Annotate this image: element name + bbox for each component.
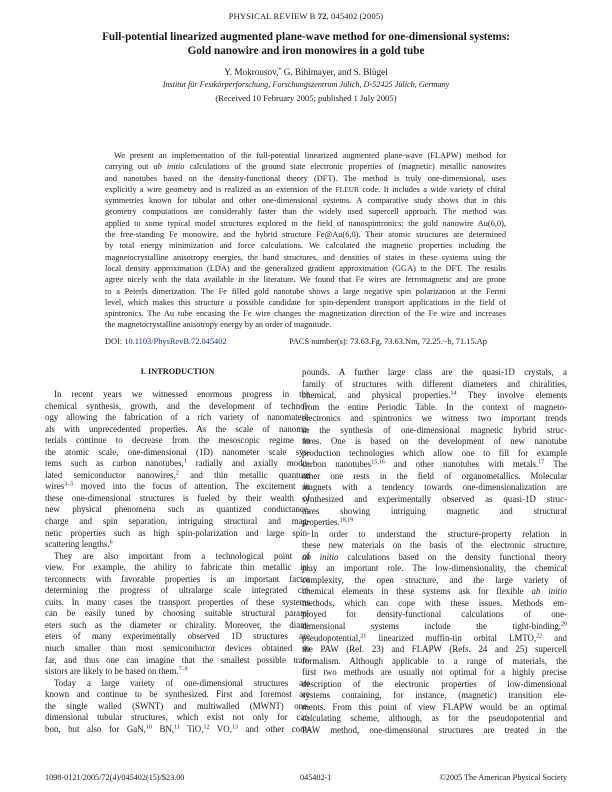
abstract-line: We present an implementation of the full-potential linearized augmented plane-wave (FLAPW) method for [114, 151, 506, 160]
body-line: production technologies which allow one to fill for example [302, 447, 567, 458]
citation: 2 [175, 470, 179, 477]
issn-price: 1098-0121/2005/72(4)/045402(15)/$23.00 [45, 773, 185, 782]
abstract-line: and nanotubes based on the density-functional theory (DFT). The method is truly one-dimensional, uses [105, 173, 506, 183]
body-line: tems such as carbon nanotubes,$^1$ radially and axially modu- [45, 458, 310, 469]
fleur-code-name: FLEUR [335, 184, 359, 194]
author-1: Y. Mokrousov, [224, 67, 279, 77]
body-line: als with unprecedented properties. As the scale of nanoma- [45, 423, 310, 434]
citation: 18,19 [339, 517, 354, 524]
body-line: synthesized and experimentally observed as quasi-1D struc- [302, 494, 567, 505]
body-line: magnets with a tendency towards one-dimensionalization are [302, 482, 567, 493]
body-line: the single walled (SWNT) and multiwalled (MWNT) one- [45, 700, 310, 711]
body-line: play an important role. The low-dimensionality, the chemical [302, 563, 567, 574]
body-line: in the synthesis of one-dimensional magnetic hybrid struc- [302, 424, 567, 435]
body-line: formalism. Although applicable to a range of materials, the [302, 655, 567, 666]
authors [0, 67, 612, 77]
body-line: systems containing, for instance, (magnetic) transition ele- [302, 690, 567, 701]
body-line: carbon nanotubes$^{15,16}$ and other nanotubes with metals.$^{17}$ The [302, 459, 568, 470]
body-line: family of structures with different diameters and chiralities, [302, 378, 567, 389]
body-line: from the entire Periodic Table. In the context of magneto- [302, 401, 567, 412]
body-line: chemical, and physical properties.$^{14}$ They involve elements [302, 390, 567, 401]
body-line: much smaller than most semiconductor devices obtained so [45, 643, 310, 654]
doi [105, 337, 227, 346]
doi-link[interactable]: 10.1103/PhysRevB.72.045402 [124, 337, 227, 346]
body-line: cuits. In many cases the transport properties of these systems [45, 596, 310, 607]
citation: 13 [231, 724, 238, 731]
body-line: the atomic scale, one-dimensional (1D) nanometer scale sys- [45, 446, 310, 457]
body-line: the PAW (Ref. 23) and FLAPW (Refs. 24 and 25) supercell [302, 644, 567, 655]
body-line: pounds. A further large class are the quasi-1D crystals, a [302, 367, 567, 377]
body-line: dimensional tubular structures, which exist not only for car- [45, 712, 310, 723]
doi-label: DOI: [105, 337, 123, 346]
citation: 17 [538, 460, 545, 467]
body-line: determining the progress of ultralarge scale integrated cir- [45, 585, 310, 596]
body-line: PAW method, one-dimensional structures are treated in the [302, 724, 567, 735]
body-line: methods, which can cope with these issues. Methods em- [302, 597, 567, 608]
abstract-line: level, which makes this structure a possible candidate for spin-dependent transport applications in the field of [105, 297, 506, 307]
body-line: ab initio calculations based on the density functional theory [302, 551, 567, 562]
abstract-line: explicitly a wire geometry and is realized as an extension of the FLEUR code. It includes a wide variety of chiral [105, 184, 506, 194]
body-line: new physical phenomena such as quantized conductance, [45, 504, 310, 515]
affiliation: Institut für Festkörperforschung, Forschungszentrum Jülich, D-52425 Jülich, Germany [162, 80, 450, 89]
citation: 3–5 [64, 482, 74, 489]
section-heading: I. INTRODUCTION [140, 367, 215, 376]
abstract-line: local density approximation (LDA) and the generalized gradient approximation (GGA) to the DFT. The results [105, 263, 506, 273]
body-line: chemical synthesis, growth, and the development of technol- [45, 400, 310, 411]
body-line: other one rests in the field of organometallics. Molecular [302, 470, 567, 481]
body-line: view. For example, the ability to fabricate thin metallic in- [45, 562, 310, 573]
citation: 12 [203, 724, 210, 731]
other-authors: G. Bihlmayer, and S. Blügel [283, 67, 388, 77]
body-line: eters of many experimentally observed 1D structures are [45, 631, 310, 642]
abstract-line: spintronics. The Au tube encasing the Fe wire changes the magnetization direction of the Fe wire and increases [105, 309, 506, 319]
body-line: far, and thus one can imagine that the smallest possible tran- [45, 654, 310, 665]
abstract [105, 150, 506, 331]
body-line: these new materials on the basis of the electronic structure, [302, 540, 567, 551]
body-line: first two methods are usually not optimal for a highly precise [302, 667, 567, 678]
body-line: calculating scheme, although, as for the pseudopotential and [302, 713, 567, 724]
body-line: sistors are likely to be based on them.$^{7-9}$ [45, 666, 188, 677]
body-line: terconnects with favorable properties is an important factor [45, 573, 310, 584]
abstract-line: symmetries known for tubular and other one-dimensional systems. A comparative study shows that in this [105, 196, 506, 206]
citation: 14 [450, 390, 457, 397]
body-line: eters such as the diameter or chirality. Moreover, the diam- [45, 619, 310, 630]
left-column [45, 366, 310, 735]
abstract-line: agree nicely with the data available in the literature. We found that Fe wires are ferromagnetic and are prone [105, 275, 506, 285]
abstract-line: the magnetocrystalline anisotropy energy by an order of magnitude. [105, 320, 332, 330]
body-line: In recent years we witnessed enormous progress in the [54, 389, 310, 399]
body-line: ogy allowing the fabrication of a rich variety of nanomateri- [45, 412, 310, 423]
citation: 6 [109, 539, 113, 546]
citation: 22 [536, 633, 543, 640]
body-line: complexity, the open structure, and the large variety of [302, 574, 567, 585]
abstract-line: magnetocrystalline anisotropy energies, the band structures, and densities of states in these systems using the [105, 252, 506, 262]
body-line: scattering lengths.$^6$ [45, 539, 113, 550]
body-line: netic properties such as high spin-polarization and large spin- [45, 527, 310, 538]
body-line: chemical elements in these systems ask for flexible ab initio [302, 586, 567, 597]
right-column [302, 367, 567, 737]
citation: 15,16 [371, 460, 385, 467]
abstract-line: geometry computations are considerably faster than the widely used supercell approach. The method was [105, 207, 506, 217]
pacs-numbers: PACS number(s): 73.63.Fg, 73.63.Nm, 72.25.−b, 71.15.Ap [289, 337, 487, 346]
citation: 20 [561, 621, 567, 628]
body-line: these one-dimensional structures is fueled by their wealth of [45, 492, 310, 503]
body-line: lated semiconductor nanowires,$^2$ and thin metallic quantum [45, 469, 310, 480]
body-line: description of the electronic properties of low-dimensional [302, 678, 567, 689]
body-line: pseudopotential,$^{21}$ linearized muffin-tin orbital LMTO,$^{22}$ and [302, 632, 567, 643]
copyright: ©2005 The American Physical Society [439, 773, 567, 782]
received-dates: (Received 10 February 2005; published 1 July 2005) [215, 93, 397, 103]
body-line: tures. One is based on the development of new nanotube [302, 436, 567, 447]
body-line: electronics and spintronics we witness two important trends [302, 413, 567, 424]
abstract-line: carrying out ab initio calculations of the ground state electronic properties of (magnetic) metallic nanowires [105, 162, 507, 172]
citation: 7–9 [178, 666, 188, 673]
abstract-line: the free-standing Fe monowire, and the hybrid structure Fe@Au(6,0). Their atomic structures are determined [105, 230, 506, 240]
journal-volume: 72 [317, 11, 327, 21]
journal-header: PHYSICAL REVIEW B 72, 045402 (2005) [228, 11, 384, 21]
body-line: properties.$^{18,19}$ [302, 517, 354, 528]
article-number: 045402 [331, 11, 358, 21]
body-line: In order to understand the structure-property relation in [311, 528, 567, 539]
body-line: bon, but also for GaN,$^{10}$ BN,$^{11}$ TiO,$^{12}$ VO,$^{13}$ and other com- [45, 723, 310, 734]
body-line: charge and spin separation, intriguing structural and mag- [45, 516, 310, 527]
body-line: dimensional systems include the tight-binding,$^{20}$ [302, 621, 567, 632]
citation: 11 [174, 724, 180, 731]
title-line-2: Gold nanowire and iron monowires in a gold tube [187, 45, 425, 57]
body-line: terials continue to decrease from the mesoscopic regime to [45, 435, 310, 446]
body-line: They are also important from a technological point of [54, 550, 310, 561]
citation: 21 [360, 633, 367, 640]
body-line: tures showing intriguing magnetic and structural [302, 505, 567, 516]
abstract-line: by total energy minimization and force calculations. We calculated the magnetic properties including the [105, 241, 506, 251]
paper-title [0, 30, 612, 58]
body-line: ployed for density-functional calculations of one- [302, 609, 567, 620]
body-line: can be easily tuned by choosing suitable structural param- [45, 608, 310, 619]
title-line-1: Full-potential linearized augmented plane-wave method for one-dimensional systems: [102, 31, 510, 43]
journal-name: PHYSICAL REVIEW B [228, 11, 316, 21]
citation: 1 [183, 458, 187, 465]
abstract-line: to a Peierls dimerization. The Fe filled gold nanotube shows a large negative spin polarization at the Fermi [105, 286, 506, 296]
citation: 10 [145, 724, 152, 731]
body-line: wires$^{3-5}$ moved into the focus of attention. The excitement in [45, 481, 310, 492]
body-line: known and continue to be synthesized. First and foremost are [45, 689, 310, 700]
abstract-line: applied to some typical model structures explored in the field of nanospintronics: the gold nanowire Au(6,0), [105, 218, 506, 228]
body-line: ments. From this point of view FLAPW would be an optimal [302, 701, 567, 712]
journal-year: (2005) [359, 11, 384, 21]
corresponding-author-mark: * [278, 67, 282, 74]
body-line: Today a large variety of one-dimensional structures are [54, 677, 310, 688]
page-number: 045402-1 [300, 773, 332, 782]
